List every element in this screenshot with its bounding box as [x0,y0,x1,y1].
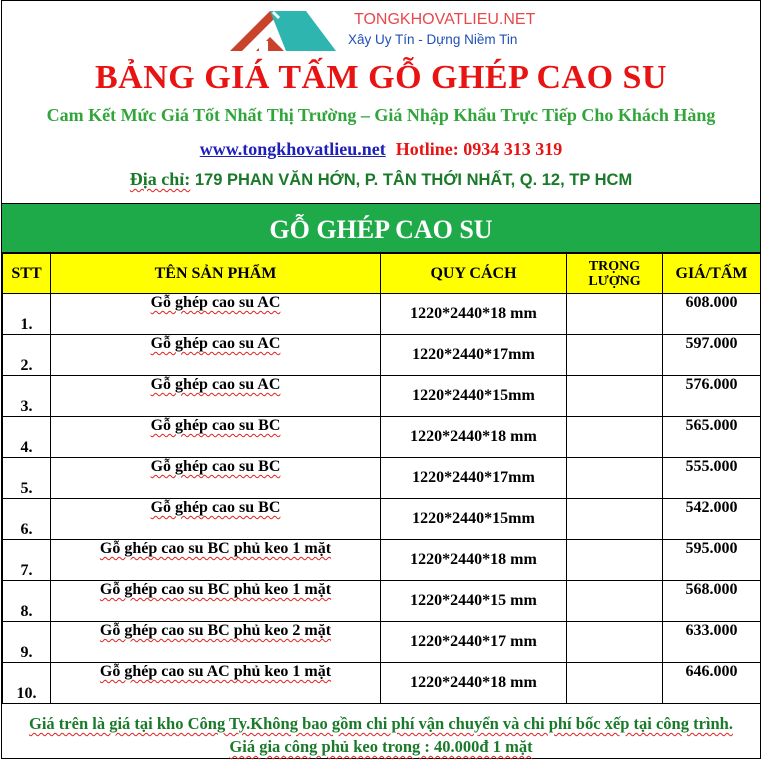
cell-spec: 1220*2440*18 mm [381,540,567,581]
product-name-text: Gỗ ghép cao su AC phủ keo 1 mặt [99,663,332,680]
cell-stt: 10. [3,663,51,704]
cell-weight [567,458,663,499]
cell-weight [567,335,663,376]
cell-stt: 9. [3,622,51,663]
table-row [3,417,761,458]
cell-product-name [51,417,381,458]
cell-weight [567,540,663,581]
cell-price: 608.000 [663,294,761,335]
table-row [3,294,761,335]
cell-product-name [51,294,381,335]
table-row [3,376,761,417]
cell-spec: 1220*2440*18 mm [381,294,567,335]
column-header-price: GIÁ/TẤM [663,254,761,294]
cell-price: 576.000 [663,376,761,417]
cell-stt: 2. [3,335,51,376]
cell-price: 555.000 [663,458,761,499]
cell-price: 542.000 [663,499,761,540]
cell-weight [567,622,663,663]
product-name-text: Gỗ ghép cao su BC [150,417,281,434]
cell-weight [567,417,663,458]
table-row [3,540,761,581]
cell-spec: 1220*2440*18 mm [381,417,567,458]
cell-stt: 1. [3,294,51,335]
table-header-row [3,254,761,294]
table-row [3,499,761,540]
cell-stt: 4. [3,417,51,458]
product-name-text: Gỗ ghép cao su BC phủ keo 2 mặt [99,622,332,639]
column-header-stt: STT [3,254,51,294]
footer-note: Giá trên là giá tại kho Công Ty.Không bao gồm chi phí vận chuyển và chi phí bốc xếp tại công trình. Giá gia công phủ keo trong : 40.000đ 1 mặt [29,714,733,756]
brand-slogan: Xây Uy Tín - Dựng Niềm Tin [348,32,518,47]
product-name-text: Gỗ ghép cao su BC phủ keo 1 mặt [99,540,332,557]
column-header-weight: TRỌNG LƯỢNG [567,254,663,294]
cell-stt: 6. [3,499,51,540]
address-label: Địa chỉ: [129,169,191,189]
website-link[interactable]: www.tongkhovatlieu.net [199,139,386,159]
product-name-text: Gỗ ghép cao su BC phủ keo 1 mặt [99,581,332,598]
section-banner [2,203,760,253]
cell-product-name [51,499,381,540]
hotline: Hotline: 0934 313 319 [395,139,563,159]
cell-stt: 5. [3,458,51,499]
cell-price: 565.000 [663,417,761,458]
cell-price: 633.000 [663,622,761,663]
footer-note-box [2,703,760,759]
contact-line [2,139,760,160]
tagline: Cam Kết Mức Giá Tốt Nhất Thị Trường – Giá Nhập Khẩu Trực Tiếp Cho Khách Hàng [46,105,716,125]
cell-spec: 1220*2440*17mm [381,335,567,376]
address-line [2,169,760,190]
cell-stt: 3. [3,376,51,417]
cell-price: 568.000 [663,581,761,622]
cell-product-name [51,458,381,499]
price-table [2,253,761,704]
cell-product-name [51,335,381,376]
cell-product-name [51,581,381,622]
table-row [3,458,761,499]
cell-product-name [51,376,381,417]
column-header-name: TÊN SẢN PHẨM [51,254,381,294]
product-name-text: Gỗ ghép cao su AC [150,294,281,311]
price-sheet [1,0,761,759]
product-name-text: Gỗ ghép cao su BC [150,499,281,516]
cell-product-name [51,622,381,663]
cell-spec: 1220*2440*15mm [381,376,567,417]
cell-spec: 1220*2440*17mm [381,458,567,499]
cell-spec: 1220*2440*15mm [381,499,567,540]
address-value: 179 PHAN VĂN HỚN, P. TÂN THỚI NHẤT, Q. 12, TP HCM [190,171,633,189]
cell-weight [567,376,663,417]
cell-weight [567,581,663,622]
cell-stt: 8. [3,581,51,622]
cell-price: 597.000 [663,335,761,376]
cell-weight [567,499,663,540]
cell-price: 595.000 [663,540,761,581]
cell-spec: 1220*2440*17 mm [381,622,567,663]
section-title: GỖ GHÉP CAO SU [269,215,493,244]
table-row [3,581,761,622]
product-name-text: Gỗ ghép cao su AC [150,335,281,352]
column-header-spec: QUY CÁCH [381,254,567,294]
table-row [3,335,761,376]
product-name-text: Gỗ ghép cao su AC [150,376,281,393]
table-row [3,622,761,663]
cell-weight [567,294,663,335]
cell-weight [567,663,663,704]
page-title: BẢNG GIÁ TẤM GỖ GHÉP CAO SU [94,59,668,96]
product-name-text: Gỗ ghép cao su BC [150,458,281,475]
house-roof-logo-icon [226,5,346,53]
cell-stt: 7. [3,540,51,581]
cell-spec: 1220*2440*15 mm [381,581,567,622]
brand-name: TONGKHOVATLIEU.NET [354,11,536,28]
cell-product-name [51,540,381,581]
cell-spec: 1220*2440*18 mm [381,663,567,704]
cell-price: 646.000 [663,663,761,704]
table-row [3,663,761,704]
cell-product-name [51,663,381,704]
